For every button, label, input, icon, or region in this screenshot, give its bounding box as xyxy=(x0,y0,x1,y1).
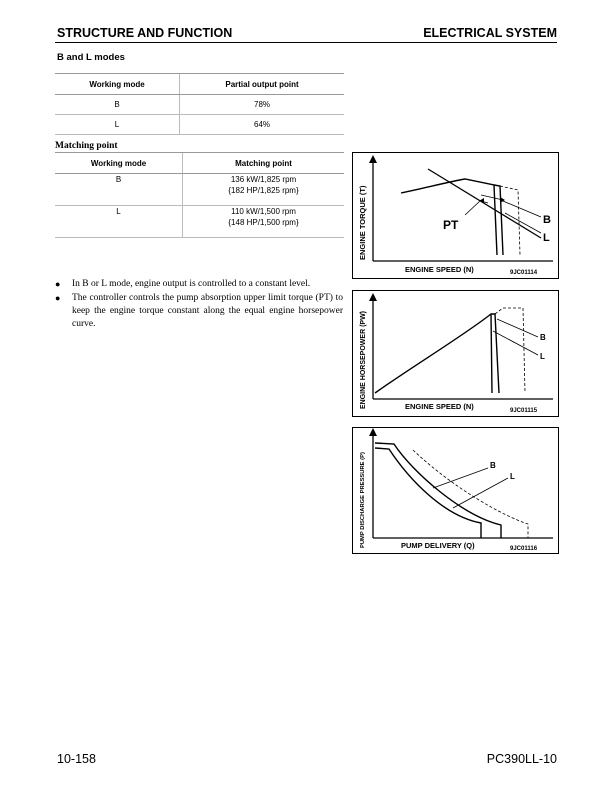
bullet-list xyxy=(55,278,343,332)
bullet-icon: ● xyxy=(55,293,61,303)
table-cell: 64% xyxy=(180,115,344,135)
cell-line: {182 HP/1,825 rpm} xyxy=(228,186,299,195)
table-cell: L xyxy=(55,115,180,135)
pt-label: PT xyxy=(443,218,459,232)
cell-line: {148 HP/1,500 rpm} xyxy=(228,218,299,227)
matching-point-table xyxy=(55,152,344,238)
column-header: Working mode xyxy=(55,153,183,174)
l-label: L xyxy=(510,472,515,481)
list-item xyxy=(55,278,343,291)
column-header: Partial output point xyxy=(180,74,344,95)
header-rule xyxy=(55,42,557,43)
cell-line: 136 kW/1,825 rpm xyxy=(230,175,297,184)
table-cell xyxy=(183,206,344,238)
figure-code: 9JC01115 xyxy=(510,408,538,414)
bullet-text: In B or L mode, engine output is controlled to a constant level. xyxy=(72,279,311,289)
table-cell: B xyxy=(55,174,183,206)
b-label: B xyxy=(543,214,551,226)
table-cell: B xyxy=(55,95,180,115)
table-row xyxy=(55,174,344,206)
l-label: L xyxy=(543,232,550,244)
list-item xyxy=(55,292,343,331)
b-label: B xyxy=(490,461,496,470)
x-axis-label: PUMP DELIVERY (Q) xyxy=(401,541,475,550)
y-axis-label: PUMP DISCHARGE PRESSURE (P) xyxy=(360,452,366,548)
y-axis-label: ENGINE HORSEPOWER (PW) xyxy=(360,310,367,409)
page-number: 10-158 xyxy=(57,752,96,766)
table-header-row xyxy=(55,74,344,95)
table-row xyxy=(55,115,344,135)
pump-pq-figure xyxy=(352,427,559,554)
column-header: Working mode xyxy=(55,74,180,95)
header-chapter-title: ELECTRICAL SYSTEM xyxy=(423,26,557,40)
figure-code: 9JC01114 xyxy=(510,270,538,276)
table-cell: 78% xyxy=(180,95,344,115)
table-row xyxy=(55,206,344,238)
y-axis-label: ENGINE TORQUE (T) xyxy=(358,185,367,260)
matching-point-title: Matching point xyxy=(55,141,118,151)
x-axis-label: ENGINE SPEED (N) xyxy=(405,402,474,411)
engine-horsepower-figure xyxy=(352,290,559,417)
engine-torque-figure xyxy=(352,152,559,279)
bullet-text: The controller controls the pump absorption upper limit torque (PT) to keep the engine torque constant along the equal engine horsepower curve. xyxy=(72,293,343,329)
table-cell: L xyxy=(55,206,183,238)
bullet-icon: ● xyxy=(55,279,61,289)
bl-modes-table xyxy=(55,73,344,135)
x-axis-label: ENGINE SPEED (N) xyxy=(405,265,474,274)
header-section-title: STRUCTURE AND FUNCTION xyxy=(57,26,233,40)
table-cell xyxy=(183,174,344,206)
table-header-row xyxy=(55,153,344,174)
cell-line: 110 kW/1,500 rpm xyxy=(231,207,296,216)
b-label: B xyxy=(540,333,546,342)
bl-modes-title: B and L modes xyxy=(57,52,125,63)
figure-code: 9JC01116 xyxy=(510,546,538,552)
table-row xyxy=(55,95,344,115)
l-label: L xyxy=(540,352,545,361)
column-header: Matching point xyxy=(183,153,344,174)
model-number: PC390LL-10 xyxy=(486,752,557,766)
